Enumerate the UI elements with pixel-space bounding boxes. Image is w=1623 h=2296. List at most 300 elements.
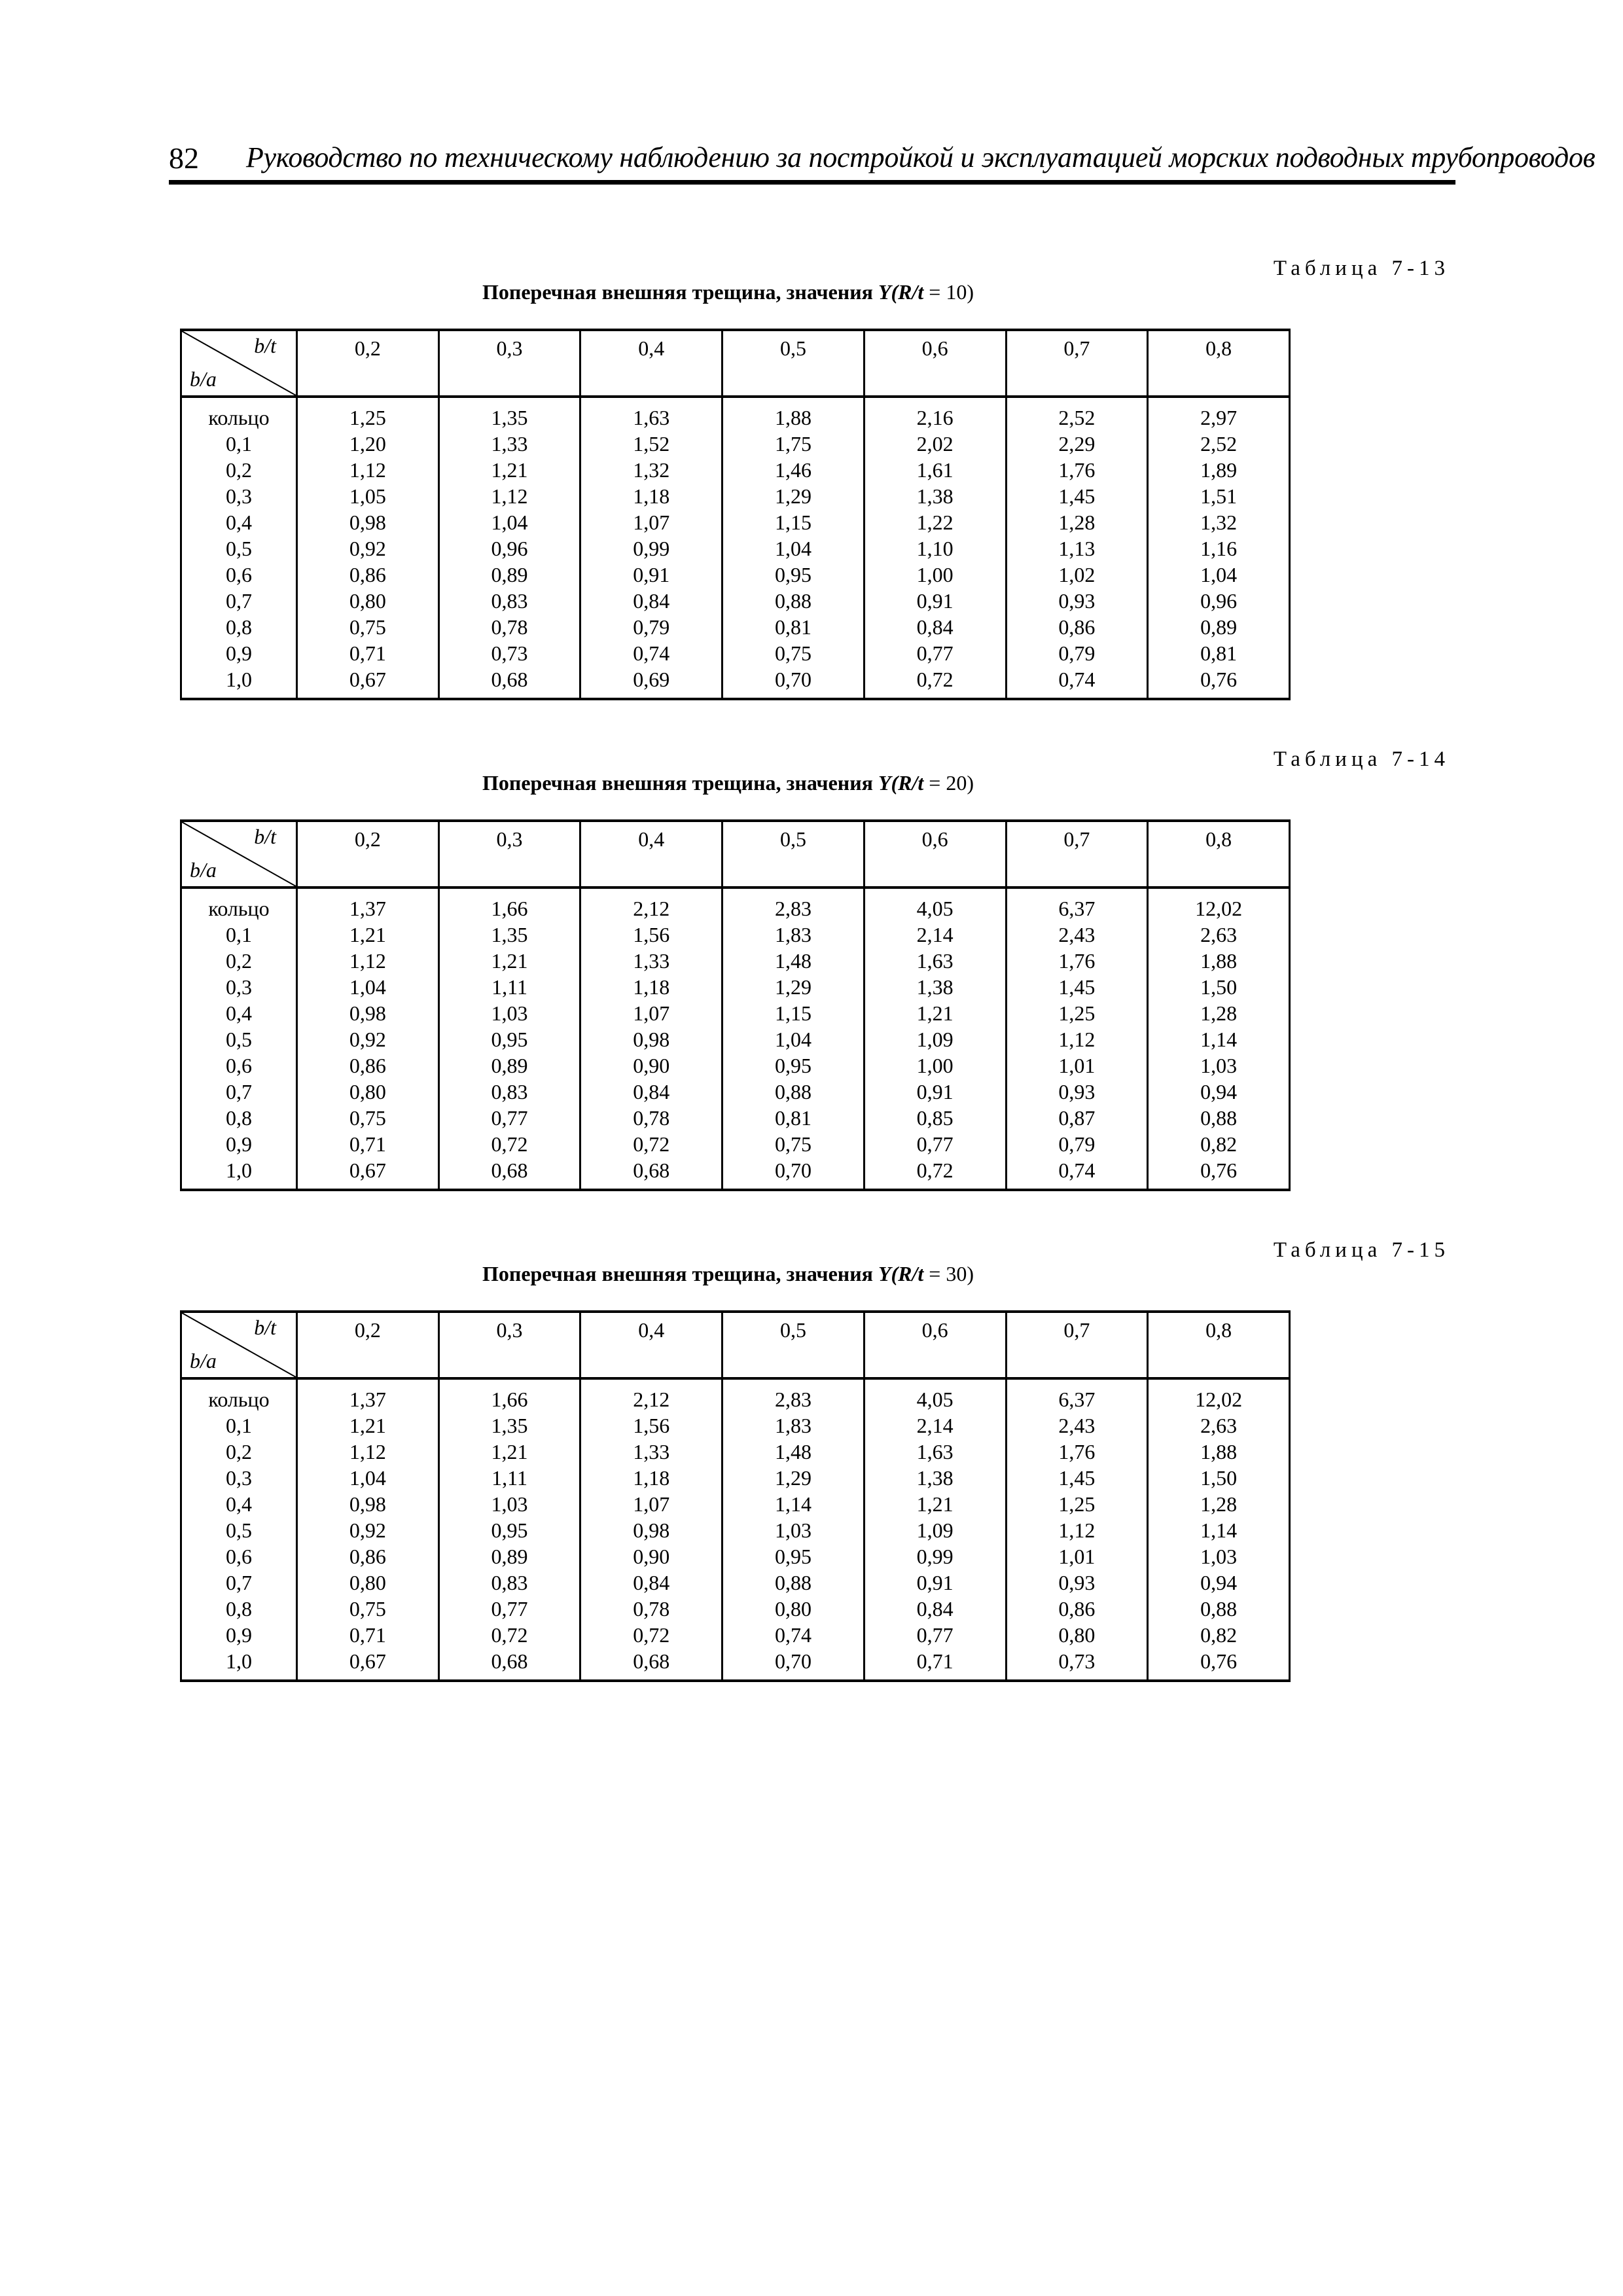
corner-row-label: b/a: [190, 367, 217, 391]
table-cell: 1,04: [297, 1465, 439, 1491]
table-row: [181, 922, 1290, 948]
row-label: 0,8: [181, 614, 297, 640]
table-cell: 0,91: [864, 1079, 1006, 1105]
row-label: 0,5: [181, 1026, 297, 1052]
table-cell: 1,15: [722, 1000, 865, 1026]
page-header: [169, 134, 1596, 185]
table-cell: 1,35: [438, 1412, 580, 1439]
table-row: [181, 483, 1290, 509]
table-cell: 1,75: [722, 431, 865, 457]
column-header: 0,7: [1006, 330, 1148, 397]
table-cell: 0,81: [722, 1105, 865, 1131]
table-row: [181, 1596, 1290, 1622]
table-cell: 0,88: [722, 1570, 865, 1596]
table-cell: 1,21: [438, 1439, 580, 1465]
table-cell: 0,84: [864, 1596, 1006, 1622]
table-row: [181, 888, 1290, 922]
table-cell: 0,88: [1148, 1105, 1290, 1131]
table-cell: 1,33: [580, 948, 722, 974]
data-table: [180, 329, 1291, 700]
table-cell: 1,09: [864, 1026, 1006, 1052]
row-label: 0,7: [181, 588, 297, 614]
table-cell: 1,33: [438, 431, 580, 457]
table-label: Таблица 7-15: [1273, 1238, 1450, 1262]
table-cell: 0,77: [438, 1596, 580, 1622]
corner-column-label: b/t: [254, 334, 276, 357]
table-cell: 1,46: [722, 457, 865, 483]
table-cell: 1,28: [1006, 509, 1148, 535]
row-label: 0,2: [181, 948, 297, 974]
table-cell: 1,07: [580, 1491, 722, 1517]
table-cell: 1,22: [864, 509, 1006, 535]
table-cell: 2,97: [1148, 397, 1290, 431]
row-label: 0,6: [181, 1543, 297, 1570]
table-cell: 2,52: [1148, 431, 1290, 457]
table-cell: 0,89: [438, 1543, 580, 1570]
table-cell: 0,94: [1148, 1079, 1290, 1105]
table-label: Таблица 7-14: [1273, 747, 1450, 771]
table-cell: 2,83: [722, 888, 865, 922]
row-label: 0,1: [181, 922, 297, 948]
table-row: [181, 588, 1290, 614]
table-cell: 0,78: [580, 1105, 722, 1131]
table-cell: 1,66: [438, 1378, 580, 1412]
table-cell: 0,78: [580, 1596, 722, 1622]
table-cell: 0,77: [864, 1131, 1006, 1157]
row-label: 1,0: [181, 1157, 297, 1190]
table-cell: 0,95: [722, 1543, 865, 1570]
table-cell: 1,56: [580, 1412, 722, 1439]
table-cell: 0,72: [438, 1622, 580, 1648]
table-title-param: = 20): [923, 771, 974, 795]
table-cell: 1,48: [722, 948, 865, 974]
table-cell: 1,21: [438, 948, 580, 974]
row-label: 0,4: [181, 1000, 297, 1026]
table-cell: 0,74: [1006, 666, 1148, 699]
table-cell: 0,79: [580, 614, 722, 640]
table-cell: 1,45: [1006, 1465, 1148, 1491]
table-cell: 0,93: [1006, 1570, 1148, 1596]
table-cell: 1,07: [580, 509, 722, 535]
table-cell: 4,05: [864, 888, 1006, 922]
table-cell: 1,02: [1006, 562, 1148, 588]
table-cell: 2,43: [1006, 1412, 1148, 1439]
table-cell: 0,99: [580, 535, 722, 562]
table-cell: 0,80: [1006, 1622, 1148, 1648]
table-cell: 1,48: [722, 1439, 865, 1465]
table-row: [181, 1491, 1290, 1517]
column-header: 0,7: [1006, 1312, 1148, 1378]
row-label: 0,1: [181, 431, 297, 457]
table-cell: 0,75: [297, 1105, 439, 1131]
table-cell: 2,63: [1148, 1412, 1290, 1439]
table-row: [181, 666, 1290, 699]
table-title-text: Поперечная внешняя трещина, значения: [482, 1262, 878, 1285]
table-cell: 0,98: [580, 1026, 722, 1052]
corner-header-cell: [181, 330, 297, 397]
table-cell: 0,87: [1006, 1105, 1148, 1131]
table-row: [181, 1105, 1290, 1131]
table-cell: 1,14: [1148, 1517, 1290, 1543]
table-cell: 0,71: [297, 1131, 439, 1157]
table-cell: 1,35: [438, 922, 580, 948]
row-label: 0,3: [181, 1465, 297, 1491]
table-cell: 0,88: [722, 1079, 865, 1105]
table-cell: 1,14: [722, 1491, 865, 1517]
table-cell: 0,84: [580, 1570, 722, 1596]
table-cell: 1,29: [722, 483, 865, 509]
row-label: 0,9: [181, 1131, 297, 1157]
table-cell: 0,78: [438, 614, 580, 640]
table-cell: 0,99: [864, 1543, 1006, 1570]
page-number: 82: [169, 141, 199, 175]
table-cell: 1,00: [864, 562, 1006, 588]
table-cell: 0,75: [297, 1596, 439, 1622]
table-cell: 1,15: [722, 509, 865, 535]
table-cell: 1,38: [864, 1465, 1006, 1491]
table-row: [181, 1543, 1290, 1570]
table-cell: 1,05: [297, 483, 439, 509]
row-label: 0,6: [181, 562, 297, 588]
table-cell: 0,92: [297, 1517, 439, 1543]
row-label: 0,7: [181, 1079, 297, 1105]
table-row: [181, 1439, 1290, 1465]
table-cell: 0,72: [580, 1131, 722, 1157]
table-cell: 0,79: [1006, 640, 1148, 666]
table-cell: 1,61: [864, 457, 1006, 483]
table-cell: 0,72: [438, 1131, 580, 1157]
row-label: кольцо: [181, 397, 297, 431]
table-cell: 1,12: [297, 948, 439, 974]
column-header: 0,4: [580, 1312, 722, 1378]
table-cell: 0,80: [297, 1079, 439, 1105]
table-cell: 0,81: [1148, 640, 1290, 666]
table-cell: 1,88: [722, 397, 865, 431]
table-row: [181, 562, 1290, 588]
table-cell: 0,96: [438, 535, 580, 562]
row-label: 0,4: [181, 509, 297, 535]
table-cell: 1,89: [1148, 457, 1290, 483]
table-cell: 0,93: [1006, 588, 1148, 614]
table-cell: 0,67: [297, 1157, 439, 1190]
table-title-formula: Y(R/t: [878, 771, 924, 795]
table-cell: 1,03: [438, 1491, 580, 1517]
table-cell: 2,43: [1006, 922, 1148, 948]
table-row: [181, 1412, 1290, 1439]
table-cell: 2,12: [580, 1378, 722, 1412]
table-cell: 1,88: [1148, 948, 1290, 974]
row-label: 0,2: [181, 1439, 297, 1465]
corner-column-label: b/t: [254, 825, 276, 848]
table-cell: 1,38: [864, 483, 1006, 509]
table-cell: 1,03: [722, 1517, 865, 1543]
table-cell: 1,51: [1148, 483, 1290, 509]
corner-header-cell: [181, 821, 297, 888]
table-cell: 1,76: [1006, 1439, 1148, 1465]
table-cell: 0,80: [297, 1570, 439, 1596]
column-header: 0,5: [722, 1312, 865, 1378]
table-cell: 1,25: [297, 397, 439, 431]
row-label: 0,5: [181, 535, 297, 562]
table-cell: 1,37: [297, 1378, 439, 1412]
table-cell: 1,66: [438, 888, 580, 922]
table-cell: 1,33: [580, 1439, 722, 1465]
table-cell: 0,73: [438, 640, 580, 666]
table-cell: 1,18: [580, 974, 722, 1000]
table-cell: 1,12: [297, 457, 439, 483]
table-cell: 1,10: [864, 535, 1006, 562]
table-cell: 1,16: [1148, 535, 1290, 562]
table-cell: 0,98: [297, 1000, 439, 1026]
table-cell: 0,82: [1148, 1622, 1290, 1648]
table-row: [181, 974, 1290, 1000]
table-row: [181, 1026, 1290, 1052]
row-label: 0,3: [181, 483, 297, 509]
table-row: [181, 640, 1290, 666]
table-row: [181, 1622, 1290, 1648]
table-cell: 0,98: [297, 509, 439, 535]
table-label: Таблица 7-13: [1273, 257, 1450, 280]
table-title: [180, 1262, 1276, 1286]
table-cell: 1,35: [438, 397, 580, 431]
table-cell: 1,11: [438, 974, 580, 1000]
table-cell: 1,76: [1006, 457, 1148, 483]
table-cell: 1,83: [722, 1412, 865, 1439]
table-row: [181, 1131, 1290, 1157]
table-cell: 1,83: [722, 922, 865, 948]
table-cell: 2,83: [722, 1378, 865, 1412]
row-label: 0,5: [181, 1517, 297, 1543]
table-cell: 0,77: [438, 1105, 580, 1131]
table-cell: 0,72: [580, 1622, 722, 1648]
table-cell: 0,85: [864, 1105, 1006, 1131]
table-cell: 0,92: [297, 1026, 439, 1052]
table-cell: 1,12: [1006, 1026, 1148, 1052]
table-cell: 0,88: [1148, 1596, 1290, 1622]
row-label: 0,7: [181, 1570, 297, 1596]
table-cell: 1,03: [1148, 1052, 1290, 1079]
row-label: 0,6: [181, 1052, 297, 1079]
table-cell: 0,77: [864, 1622, 1006, 1648]
table-cell: 0,91: [864, 1570, 1006, 1596]
table-cell: 1,21: [864, 1491, 1006, 1517]
table-row: [181, 431, 1290, 457]
table-cell: 1,21: [438, 457, 580, 483]
table-cell: 1,04: [722, 1026, 865, 1052]
table-cell: 0,68: [438, 666, 580, 699]
table-cell: 1,45: [1006, 483, 1148, 509]
column-header: 0,2: [297, 1312, 439, 1378]
table-cell: 1,18: [580, 483, 722, 509]
table-cell: 0,93: [1006, 1079, 1148, 1105]
table-cell: 1,37: [297, 888, 439, 922]
table-title-text: Поперечная внешняя трещина, значения: [482, 771, 878, 795]
table-cell: 2,02: [864, 431, 1006, 457]
data-table: [180, 1310, 1291, 1682]
row-label: 0,3: [181, 974, 297, 1000]
table-cell: 0,86: [297, 1543, 439, 1570]
table-cell: 0,68: [438, 1648, 580, 1681]
column-header: 0,8: [1148, 1312, 1290, 1378]
table-cell: 1,20: [297, 431, 439, 457]
table-cell: 1,25: [1006, 1000, 1148, 1026]
table-cell: 1,04: [297, 974, 439, 1000]
table-cell: 1,18: [580, 1465, 722, 1491]
table-cell: 0,92: [297, 535, 439, 562]
table-title-text: Поперечная внешняя трещина, значения: [482, 280, 878, 304]
table-cell: 1,12: [297, 1439, 439, 1465]
table-cell: 1,13: [1006, 535, 1148, 562]
table-cell: 1,21: [297, 922, 439, 948]
table-cell: 0,96: [1148, 588, 1290, 614]
table-cell: 0,94: [1148, 1570, 1290, 1596]
table-cell: 0,71: [297, 1622, 439, 1648]
table-cell: 0,74: [1006, 1157, 1148, 1190]
table-cell: 0,81: [722, 614, 865, 640]
table-row: [181, 1570, 1290, 1596]
table-cell: 1,01: [1006, 1052, 1148, 1079]
table-cell: 0,80: [722, 1596, 865, 1622]
table-row: [181, 509, 1290, 535]
table-cell: 1,29: [722, 974, 865, 1000]
table-cell: 0,72: [864, 666, 1006, 699]
table-cell: 0,70: [722, 666, 865, 699]
table-cell: 6,37: [1006, 1378, 1148, 1412]
table-cell: 1,07: [580, 1000, 722, 1026]
table-cell: 0,95: [722, 562, 865, 588]
table-cell: 1,32: [580, 457, 722, 483]
table-cell: 0,67: [297, 1648, 439, 1681]
table-cell: 1,04: [722, 535, 865, 562]
table-row: [181, 1079, 1290, 1105]
table-cell: 1,56: [580, 922, 722, 948]
table-cell: 1,12: [1006, 1517, 1148, 1543]
table-cell: 0,80: [297, 588, 439, 614]
table-cell: 1,12: [438, 483, 580, 509]
table-cell: 0,86: [297, 1052, 439, 1079]
table-cell: 1,52: [580, 431, 722, 457]
table-cell: 2,52: [1006, 397, 1148, 431]
table-cell: 1,00: [864, 1052, 1006, 1079]
table-cell: 0,76: [1148, 1157, 1290, 1190]
table-row: [181, 1465, 1290, 1491]
table-cell: 6,37: [1006, 888, 1148, 922]
table-row: [181, 1052, 1290, 1079]
column-header: 0,6: [864, 821, 1006, 888]
row-label: 1,0: [181, 666, 297, 699]
table-cell: 2,14: [864, 1412, 1006, 1439]
table-row: [181, 948, 1290, 974]
table-cell: 1,29: [722, 1465, 865, 1491]
corner-header-cell: [181, 1312, 297, 1378]
table-cell: 0,82: [1148, 1131, 1290, 1157]
row-label: 0,4: [181, 1491, 297, 1517]
table-title: [180, 280, 1276, 304]
table-cell: 0,90: [580, 1543, 722, 1570]
table-cell: 0,70: [722, 1648, 865, 1681]
table-cell: 2,16: [864, 397, 1006, 431]
table-row: [181, 1378, 1290, 1412]
table-cell: 1,88: [1148, 1439, 1290, 1465]
table-cell: 0,95: [438, 1517, 580, 1543]
table-cell: 1,45: [1006, 974, 1148, 1000]
table-cell: 12,02: [1148, 888, 1290, 922]
table-cell: 0,69: [580, 666, 722, 699]
table-row: [181, 614, 1290, 640]
row-label: кольцо: [181, 888, 297, 922]
table-cell: 1,28: [1148, 1000, 1290, 1026]
row-label: 0,9: [181, 640, 297, 666]
row-label: 1,0: [181, 1648, 297, 1681]
table-cell: 0,83: [438, 1570, 580, 1596]
table-cell: 0,86: [1006, 614, 1148, 640]
column-header: 0,4: [580, 821, 722, 888]
table-cell: 0,72: [864, 1157, 1006, 1190]
table-cell: 0,71: [864, 1648, 1006, 1681]
table-cell: 1,50: [1148, 974, 1290, 1000]
column-header: 0,6: [864, 330, 1006, 397]
table-cell: 1,09: [864, 1517, 1006, 1543]
column-header: 0,5: [722, 821, 865, 888]
table-cell: 0,74: [722, 1622, 865, 1648]
column-header: 0,7: [1006, 821, 1148, 888]
table-cell: 0,75: [297, 614, 439, 640]
table-cell: 1,28: [1148, 1491, 1290, 1517]
data-table: [180, 819, 1291, 1191]
table-cell: 2,12: [580, 888, 722, 922]
table-cell: 0,98: [580, 1517, 722, 1543]
running-title: Руководство по техническому наблюдению за постройкой и эксплуатацией морских подводных трубопроводов: [246, 141, 1596, 173]
table-cell: 1,63: [580, 397, 722, 431]
table-cell: 0,68: [438, 1157, 580, 1190]
table-cell: 2,29: [1006, 431, 1148, 457]
table-title-formula: Y(R/t: [878, 280, 924, 304]
row-label: 0,2: [181, 457, 297, 483]
table-cell: 0,70: [722, 1157, 865, 1190]
row-label: кольцо: [181, 1378, 297, 1412]
table-cell: 0,95: [438, 1026, 580, 1052]
table-cell: 1,11: [438, 1465, 580, 1491]
table-title-formula: Y(R/t: [878, 1262, 924, 1285]
corner-row-label: b/a: [190, 1349, 217, 1372]
column-header: 0,8: [1148, 330, 1290, 397]
table-row: [181, 1157, 1290, 1190]
column-header: 0,3: [438, 821, 580, 888]
table-cell: 0,75: [722, 1131, 865, 1157]
column-header: 0,3: [438, 330, 580, 397]
table-row: [181, 457, 1290, 483]
table-cell: 0,83: [438, 588, 580, 614]
table-cell: 1,50: [1148, 1465, 1290, 1491]
table-cell: 1,04: [1148, 562, 1290, 588]
table-cell: 1,03: [438, 1000, 580, 1026]
table-cell: 1,21: [864, 1000, 1006, 1026]
column-header: 0,5: [722, 330, 865, 397]
corner-row-label: b/a: [190, 858, 217, 882]
table-row: [181, 1000, 1290, 1026]
table-cell: 1,76: [1006, 948, 1148, 974]
table-cell: 1,32: [1148, 509, 1290, 535]
table-cell: 0,84: [864, 614, 1006, 640]
table-cell: 12,02: [1148, 1378, 1290, 1412]
table-cell: 0,84: [580, 588, 722, 614]
table-cell: 1,63: [864, 1439, 1006, 1465]
table-title-param: = 30): [923, 1262, 974, 1285]
table-cell: 0,67: [297, 666, 439, 699]
column-header: 0,8: [1148, 821, 1290, 888]
table-cell: 1,63: [864, 948, 1006, 974]
row-label: 0,9: [181, 1622, 297, 1648]
